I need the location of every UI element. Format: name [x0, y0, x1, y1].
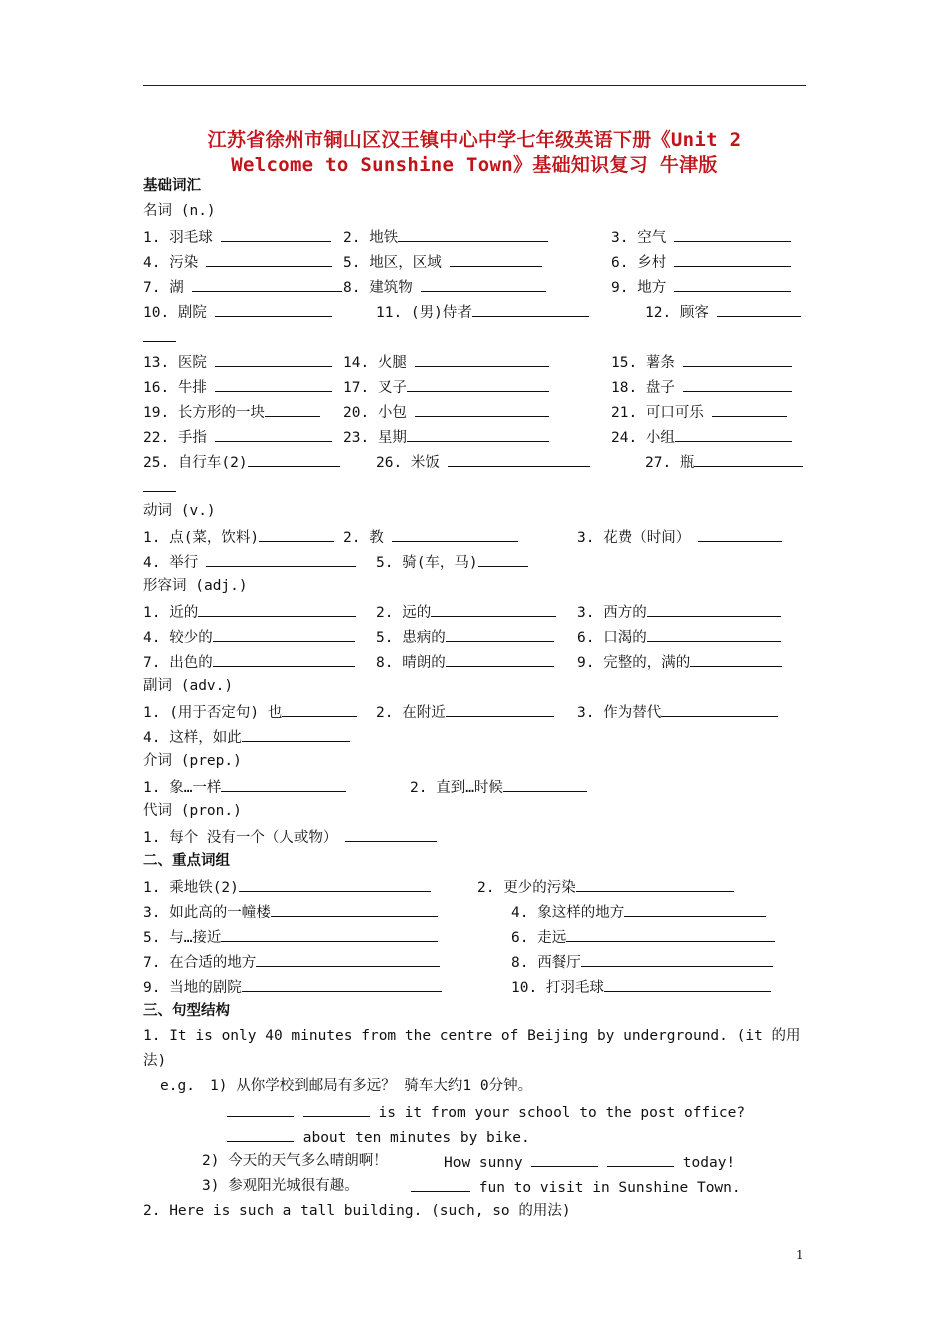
blank-continuation: [143, 474, 807, 499]
preposition-item: 1. 象…一样: [143, 774, 346, 801]
noun-item: 13. 医院: [143, 349, 332, 376]
noun-item: 17. 叉子: [343, 374, 549, 401]
adverbs-label: 副词 (adv.): [143, 678, 234, 694]
phrase-item: 1. 乘地铁(2): [143, 874, 431, 901]
adjective-row: [143, 624, 807, 649]
pronouns-label: 代词 (pron.): [143, 803, 242, 819]
verb-item: 5. 骑(车，马): [376, 549, 528, 576]
adjective-row: [143, 649, 807, 674]
example-1-chinese: 1) 从你学校到邮局有多远？ 骑车大约1 0分钟。: [210, 1078, 533, 1094]
noun-item: 16. 牛排: [143, 374, 332, 401]
noun-item: 10. 剧院: [143, 299, 332, 326]
eg-label: e.g.: [160, 1078, 195, 1094]
noun-item: 19. 长方形的一块: [143, 399, 320, 426]
adjective-item: 7. 出色的: [143, 649, 355, 676]
answer-blanks: is it from your school to the post office?: [227, 1099, 745, 1126]
adverb-row: [143, 699, 807, 724]
noun-item: 4. 污染: [143, 249, 332, 276]
blank-continuation: [143, 324, 807, 349]
adjective-item: 8. 晴朗的: [376, 649, 554, 676]
noun-row: [143, 349, 807, 374]
noun-item: 12. 顾客: [645, 299, 801, 326]
verbs-label: 动词 (v.): [143, 503, 216, 519]
noun-item: 27. 瓶: [645, 449, 803, 476]
preposition-row: [143, 774, 807, 799]
phrase-item: 6. 走远: [511, 924, 775, 951]
noun-item: 14. 火腿: [343, 349, 549, 376]
noun-item: 3. 空气: [611, 224, 791, 251]
adjective-item: 4. 较少的: [143, 624, 355, 651]
example-3-english: fun to visit in Sunshine Town.: [411, 1174, 741, 1201]
nouns-label: 名词 (n.): [143, 203, 216, 219]
adjective-item: 5. 患病的: [376, 624, 554, 651]
phrase-item: 10. 打羽毛球: [511, 974, 771, 1001]
pronoun-row: [143, 824, 807, 849]
phrase-item: 3. 如此高的一幢楼: [143, 899, 438, 926]
phrase-row: [143, 924, 807, 949]
sentence-1: 1. It is only 40 minutes from the centre of Beijing by underground. (it 的用: [143, 1028, 801, 1044]
noun-row: [143, 274, 807, 299]
pronoun-item: 1. 每个 没有一个（人或物）: [143, 824, 437, 851]
phrase-item: 2. 更少的污染: [477, 874, 734, 901]
phrase-item: 4. 象这样的地方: [511, 899, 766, 926]
section-phrases-heading: 二、重点词组: [143, 853, 230, 869]
noun-item: 7. 湖: [143, 274, 342, 301]
phrase-row: [143, 874, 807, 899]
document-title-line-1: 江苏省徐州市铜山区汉王镇中心中学七年级英语下册《Unit 2: [207, 129, 742, 151]
noun-item: 20. 小包: [343, 399, 549, 426]
adverb-item: 2. 在附近: [376, 699, 554, 726]
adverb-item: 4. 这样，如此: [143, 724, 350, 751]
noun-item: 15. 薯条: [611, 349, 792, 376]
example-2-chinese: 2) 今天的天气多么晴朗啊！: [202, 1153, 388, 1169]
noun-row: [143, 399, 807, 424]
verb-item: 1. 点(菜，饮料): [143, 524, 334, 551]
noun-row: [143, 299, 807, 324]
page-number: 1: [796, 1248, 804, 1262]
prepositions-label: 介词 (prep.): [143, 753, 242, 769]
verb-row: [143, 524, 807, 549]
example-1-english-2: [143, 1124, 807, 1149]
noun-item: 6. 乡村: [611, 249, 791, 276]
example-1-row: [143, 1074, 807, 1099]
phrase-item: 8. 西餐厅: [511, 949, 773, 976]
verb-item: 4. 举行: [143, 549, 356, 576]
sentence-2: 2. Here is such a tall building. (such, so 的用法): [143, 1203, 571, 1219]
example-2-row: [143, 1149, 807, 1174]
noun-row: [143, 424, 807, 449]
noun-row: [143, 249, 807, 274]
noun-item: 8. 建筑物: [343, 274, 546, 301]
adverb-item: 3. 作为替代: [577, 699, 778, 726]
noun-item: 1. 羽毛球: [143, 224, 331, 251]
document-title-line-2: Welcome to Sunshine Town》基础知识复习 牛津版: [231, 154, 718, 176]
phrase-row: [143, 949, 807, 974]
phrase-row: [143, 974, 807, 999]
noun-item: 21. 可口可乐: [611, 399, 787, 426]
noun-row: [143, 449, 807, 474]
adjective-item: 1. 近的: [143, 599, 356, 626]
phrase-item: 5. 与…接近: [143, 924, 438, 951]
adjective-item: 2. 远的: [376, 599, 556, 626]
noun-row: [143, 224, 807, 249]
verb-row: [143, 549, 807, 574]
noun-item: 22. 手指: [143, 424, 332, 451]
noun-item: 18. 盘子: [611, 374, 792, 401]
noun-item: 9. 地方: [611, 274, 791, 301]
adjective-row: [143, 599, 807, 624]
example-3-row: [143, 1174, 807, 1199]
verb-item: 2. 教: [343, 524, 518, 551]
example-3-chinese: 3) 参观阳光城很有趣。: [202, 1178, 359, 1194]
adjectives-label: 形容词 (adj.): [143, 578, 248, 594]
phrase-row: [143, 899, 807, 924]
phrase-item: 7. 在合适的地方: [143, 949, 440, 976]
noun-item: 23. 星期: [343, 424, 549, 451]
adverb-item: 1. (用于否定句) 也: [143, 699, 357, 726]
adjective-item: 9. 完整的，满的: [577, 649, 782, 676]
example-2-english: How sunny today!: [444, 1149, 735, 1176]
verb-item: 3. 花费（时间）: [577, 524, 782, 551]
answer-blanks: about ten minutes by bike.: [227, 1124, 530, 1151]
noun-item: 26. 米饭: [376, 449, 590, 476]
example-1-english-1: [143, 1099, 807, 1124]
sentence-1-continued: 法): [143, 1053, 167, 1069]
preposition-item: 2. 直到…时候: [410, 774, 587, 801]
header-rule: [143, 85, 806, 86]
noun-item: 24. 小组: [611, 424, 792, 451]
phrase-item: 9. 当地的剧院: [143, 974, 442, 1001]
section-sentences-heading: 三、句型结构: [143, 1003, 230, 1019]
noun-item: 25. 自行车(2): [143, 449, 340, 476]
noun-row: [143, 374, 807, 399]
noun-item: 11. (男)侍者: [376, 299, 589, 326]
adverb-row: [143, 724, 807, 749]
noun-item: 5. 地区，区域: [343, 249, 542, 276]
adjective-item: 6. 口渴的: [577, 624, 781, 651]
noun-item: 2. 地铁: [343, 224, 548, 251]
adjective-item: 3. 西方的: [577, 599, 781, 626]
section-vocabulary-heading: 基础词汇: [143, 178, 201, 194]
